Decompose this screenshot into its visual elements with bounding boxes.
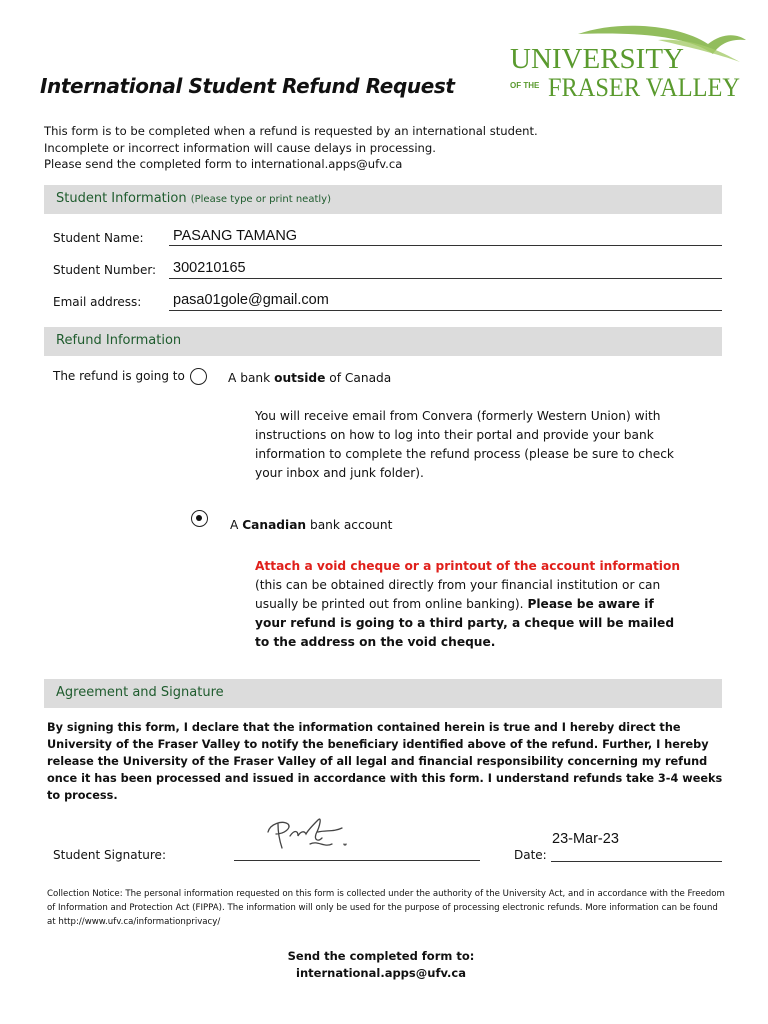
option-outside-label [228,371,391,385]
radio-canadian-bank[interactable] [191,510,208,527]
option-outside-prefix: A bank [228,371,275,385]
option-canadian-emphasis: Canadian [242,518,307,532]
option-outside-suffix: of Canada [325,371,392,385]
option-canadian-prefix: A [230,518,243,532]
intro-line-3: Please send the completed form to international.apps@ufv.ca [44,157,403,171]
refund-going-to-label: The refund is going to [53,369,185,383]
ufv-logo [508,22,748,102]
collection-notice: Collection Notice: The personal information requested on this form is collected under the authority of the University Act, and in accordance with the Freedom of Information and Protection Act (FIPPA). The information will only be used for the purpose of processing electronic refunds. More information can be found at http://www.ufv.ca/informationprivacy/ [47,889,725,927]
section-agreement-signature [44,679,722,708]
student-number-underline [169,278,722,279]
student-number-field[interactable]: 300210165 [173,260,246,276]
agreement-text: By signing this form, I declare that the information contained herein is true and I hereby direct the University of the Fraser Valley to notify the beneficiary identified above of the refund. Further, I hereby release the University of the Fraser Valley of all legal and financial responsibility concerning my refund once it has been processed and issued in accordance with this form. I understand refunds take 3-4 weeks to process. [47,721,723,802]
signature-image [262,810,362,860]
signature-line[interactable] [234,860,480,861]
student-number-label: Student Number: [53,263,157,277]
radio-dot-selected [196,515,202,521]
intro-line-2: Incomplete or incorrect information will cause delays in processing. [44,140,436,155]
date-line [551,861,722,862]
agreement-heading: Agreement and Signature [56,685,224,700]
send-line-1: Send the completed form to: [287,949,475,963]
option-canadian-note [255,557,685,652]
void-cheque-detail: (this can be obtained directly from your financial institution or can usually be printed out from online banking). [255,578,661,611]
student-name-label: Student Name: [53,231,144,245]
refund-info-heading: Refund Information [56,333,182,348]
option-outside-emphasis: outside [274,371,326,385]
third-party-warning: Please be aware if your refund is going to a third party, a cheque will be mailed to the address on the void cheque. [255,597,675,649]
student-info-note: (Please type or print neatly) [190,194,331,205]
section-refund-information [44,327,722,356]
section-heading [56,191,331,206]
intro-text [44,123,538,173]
radio-bank-outside-canada[interactable] [190,368,207,385]
email-field[interactable]: pasa01gole@gmail.com [173,292,329,308]
logo-university: UNIVERSITY [510,43,684,75]
send-form-block [240,948,522,982]
page-title: International Student Refund Request [40,74,455,98]
intro-line-1: This form is to be completed when a refund is requested by an international student. [44,124,538,138]
student-name-underline [169,245,722,246]
option-canadian-label [230,518,392,532]
date-label: Date: [514,848,547,862]
logo-fraser-valley: FRASER VALLEY [548,73,741,102]
option-canadian-suffix: bank account [306,518,393,532]
signature-label: Student Signature: [53,848,166,862]
student-info-heading: Student Information [56,191,187,206]
section-student-information [44,185,722,214]
logo-of-the: OF THE [510,81,540,90]
option-outside-note: You will receive email from Convera (formerly Western Union) with instructions on how to log into their portal and provide your bank information to complete the refund process (please be sure to check your inbox and junk folder). [255,409,674,480]
send-email[interactable]: international.apps@ufv.ca [296,966,466,980]
date-field[interactable]: 23-Mar-23 [552,831,619,847]
student-name-field[interactable]: PASANG TAMANG [173,228,298,244]
email-label: Email address: [53,295,142,309]
email-underline [169,310,722,311]
void-cheque-instruction: Attach a void cheque or a printout of the account information [255,559,680,573]
